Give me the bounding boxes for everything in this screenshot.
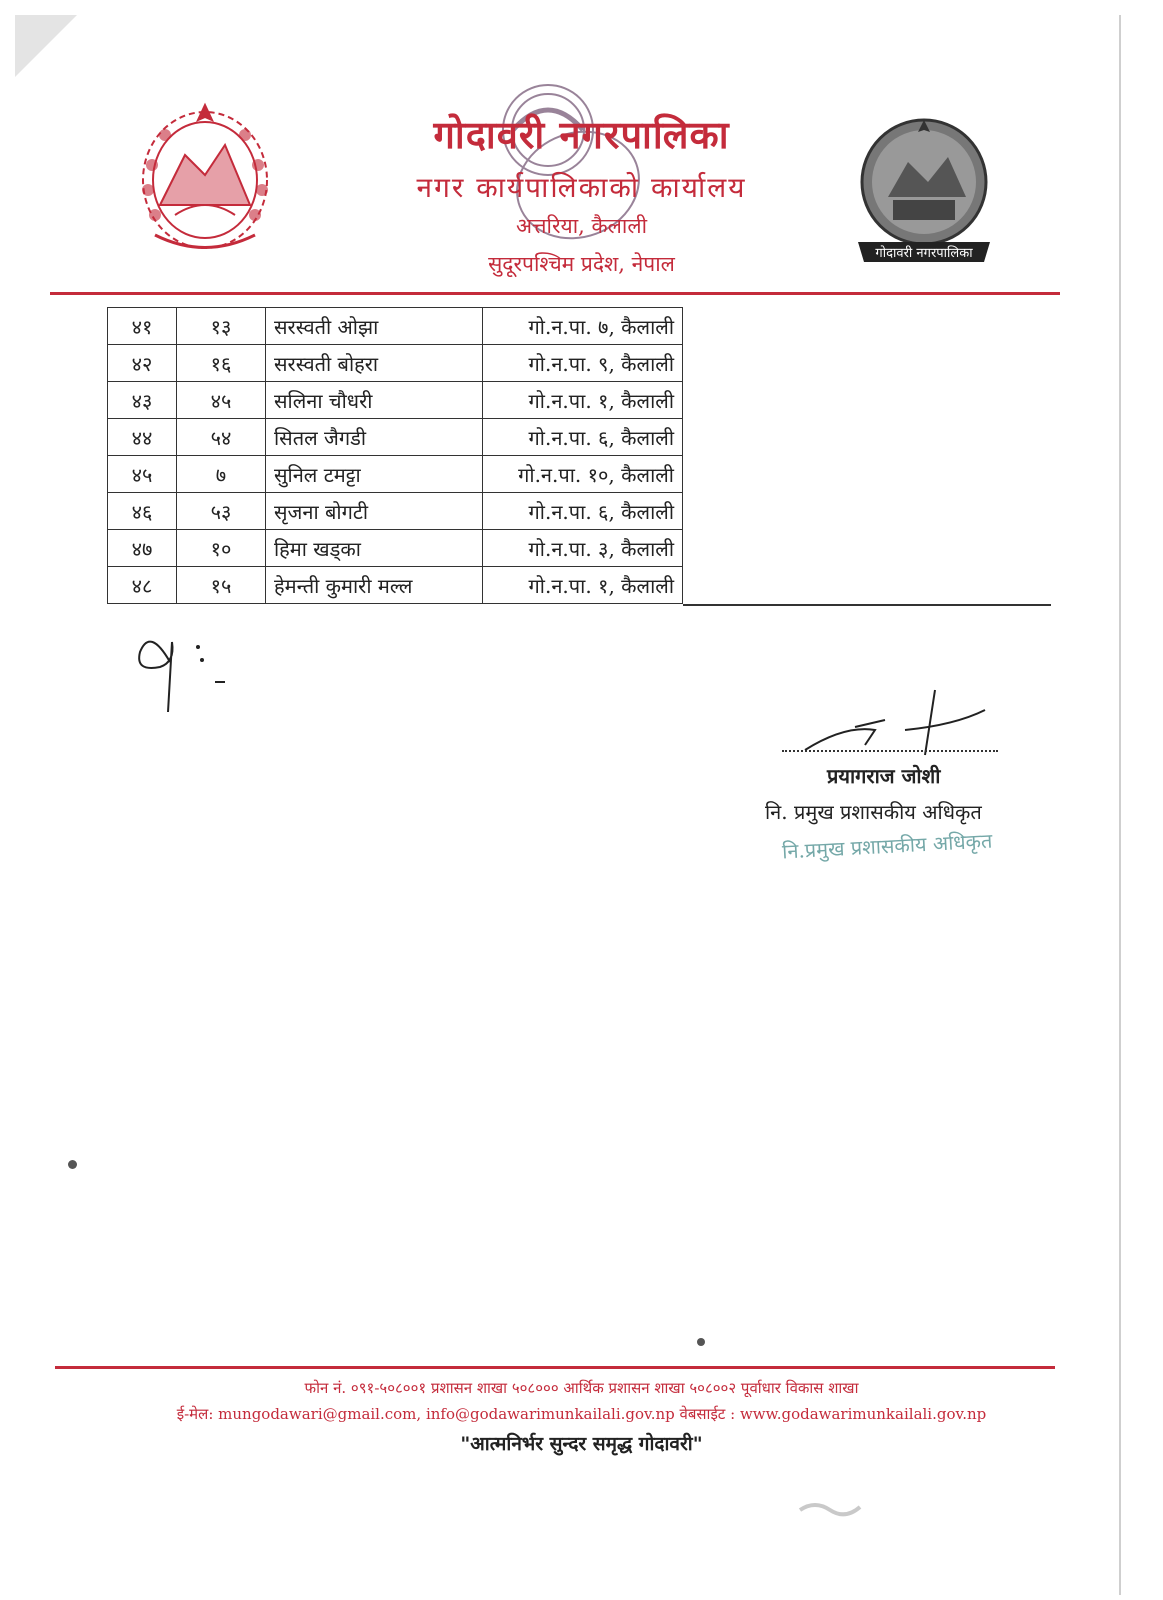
ink-smudge [795,1495,865,1525]
number-cell: १३ [177,308,266,345]
table-row [108,419,683,456]
scan-speck [697,1338,705,1346]
address-cell: गो.न.पा. ६, कैलाली [483,419,683,456]
footer-slogan: "आत्मनिर्भर सुन्दर समृद्ध गोदावरी" [460,1433,703,1455]
table-row [108,493,683,530]
logo-caption: गोदावरी नगरपालिका [875,246,973,261]
signatory-name: प्रयागराज जोशी [827,764,941,788]
footer-phones: फोन नं. ०९१-५०८००१ प्रशासन शाखा ५०८००० आर्थिक प्रशासन शाखा ५०८००२ पूर्वाधार विकास शाखा [304,1379,859,1397]
name-cell: सुनिल टमट्टा [266,456,483,493]
number-cell: ७ [177,456,266,493]
serial-cell: ४६ [108,493,177,530]
name-cell: सृजना बोगटी [266,493,483,530]
name-cell: सरस्वती ओझा [266,308,483,345]
number-cell: १० [177,530,266,567]
page-fold [15,15,77,77]
table-row [108,345,683,382]
serial-cell: ४२ [108,345,177,382]
address-cell: गो.न.पा. ७, कैलाली [483,308,683,345]
number-cell: १६ [177,345,266,382]
roster-table [107,307,683,604]
table-row [108,456,683,493]
address-cell: गो.न.पा. १, कैलाली [483,382,683,419]
address-cell: गो.न.पा. ९, कैलाली [483,345,683,382]
footer-rule [55,1366,1055,1369]
municipality-logo [848,102,1000,272]
number-cell: ५४ [177,419,266,456]
province-line: सुदूरपश्चिम प्रदेश, नेपाल [488,252,675,276]
number-cell: ४५ [177,382,266,419]
name-cell: हिमा खड्का [266,530,483,567]
table-row [108,567,683,604]
table-row [108,530,683,567]
footer-contact: ई-मेल: mungodawari@gmail.com, info@godawarimunkailali.gov.np वेबसाईट : www.godawarimunkailali.gov.np [176,1405,987,1423]
serial-cell: ४५ [108,456,177,493]
signature [785,685,995,770]
address-cell: गो.न.पा. ३, कैलाली [483,530,683,567]
name-cell: सितल जैगडी [266,419,483,456]
signatory-title: नि. प्रमुख प्रशासकीय अधिकृत [765,800,982,824]
number-cell: १५ [177,567,266,604]
address-cell: गो.न.पा. १०, कैलाली [483,456,683,493]
handwritten-initials [130,622,240,722]
signature-line [782,750,998,752]
name-cell: सरस्वती बोहरा [266,345,483,382]
name-cell: हेमन्ती कुमारी मल्ल [266,567,483,604]
serial-cell: ४४ [108,419,177,456]
serial-cell: ४७ [108,530,177,567]
designation-stamp: नि.प्रमुख प्रशासकीय अधिकृत [781,828,993,864]
number-cell: ५३ [177,493,266,530]
office-name: नगर कार्यपालिकाको कार्यालय [416,171,747,204]
address-cell: गो.न.पा. ६, कैलाली [483,493,683,530]
table-row [108,308,683,345]
serial-cell: ४८ [108,567,177,604]
name-cell: सलिना चौधरी [266,382,483,419]
serial-cell: ४१ [108,308,177,345]
header-rule [50,292,1060,295]
table-row [108,382,683,419]
municipality-name: गोदावरी नगरपालिका [433,112,730,157]
table-extension-line [683,604,1051,606]
serial-cell: ४३ [108,382,177,419]
office-address: अत्तरिया, कैलाली [515,214,648,238]
address-cell: गो.न.पा. १, कैलाली [483,567,683,604]
scan-speck [68,1160,77,1169]
